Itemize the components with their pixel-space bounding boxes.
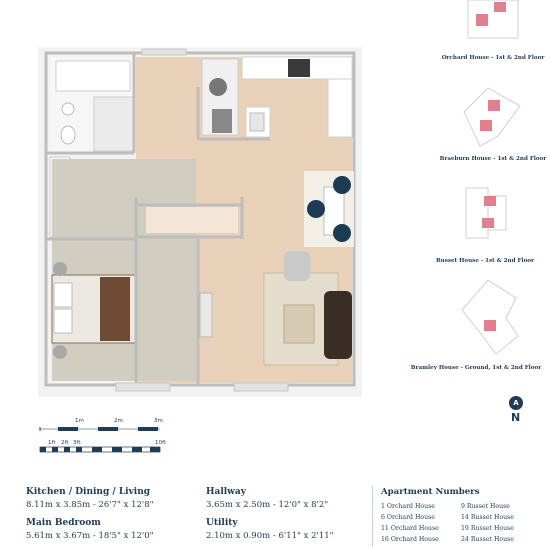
key-plan-caption: Russet House - 1st & 2nd Floor [435, 258, 534, 264]
room-name: Main Bedroom [26, 518, 101, 528]
hob [288, 59, 310, 77]
scale-imperial-label: 1ft [48, 440, 56, 446]
lamp-left [53, 262, 67, 276]
armchair [284, 251, 310, 281]
apartment-item: 14 Russet House [461, 514, 514, 521]
room-dimensions: 8.11m x 3.85m - 26'7" x 12'8" [26, 500, 154, 510]
scale-imperial-label: 2ft [61, 440, 69, 446]
north-arrow-icon: A [509, 396, 523, 410]
apartment-divider [372, 486, 373, 546]
scale-imperial-label: 3ft [73, 440, 81, 446]
room-dimensions: 2.10m x 0.90m - 6'11" x 2'11" [206, 531, 334, 541]
sofa [324, 291, 352, 359]
room-dimensions: 3.65m x 2.50m - 12'0" x 8'2" [206, 500, 329, 510]
apartment-item: 24 Russet House [461, 536, 514, 543]
shower-glass [94, 97, 134, 151]
floor-plan [38, 47, 362, 397]
key-plan-bramley [458, 278, 528, 358]
key-plan-braeburn [458, 86, 528, 150]
scale-imperial-label: 10ft [155, 440, 166, 446]
apartment-item: 6 Orchard House [381, 514, 435, 521]
room-name: Kitchen / Dining / Living [26, 487, 151, 497]
basin [62, 103, 74, 115]
key-plan-caption: Orchard House - 1st & 2nd Floor [441, 55, 545, 61]
room-dimensions: 5.61m x 3.67m - 18'5" x 12'0" [26, 531, 154, 541]
sink [250, 113, 264, 131]
key-plan-caption: Braeburn House - 1st & 2nd Floor [439, 156, 547, 162]
key-plan-russet [458, 182, 528, 248]
scale-metric-label: 3m [154, 418, 163, 424]
apartment-item: 1 Orchard House [381, 503, 435, 510]
scale-metric-label: 2m [114, 418, 123, 424]
apartment-item: 11 Orchard House [381, 525, 439, 532]
north-label: N [511, 411, 521, 424]
room-name: Hallway [206, 487, 246, 497]
apartment-item: 9 Russet House [461, 503, 510, 510]
scale-metric-label: 1m [75, 418, 84, 424]
bath-tub [56, 61, 130, 91]
key-plan-orchard [458, 0, 528, 52]
apartment-item: 16 Orchard House [381, 536, 439, 543]
apartment-numbers-title: Apartment Numbers [381, 487, 480, 497]
tv-unit [200, 293, 212, 337]
apartment-item: 19 Russet House [461, 525, 514, 532]
room-name: Utility [206, 518, 238, 528]
coffee-table [284, 305, 314, 343]
key-plan-caption: Bramley House - Ground, 1st & 2nd Floor [410, 365, 542, 371]
lamp-right [53, 345, 67, 359]
toilet [61, 126, 75, 144]
